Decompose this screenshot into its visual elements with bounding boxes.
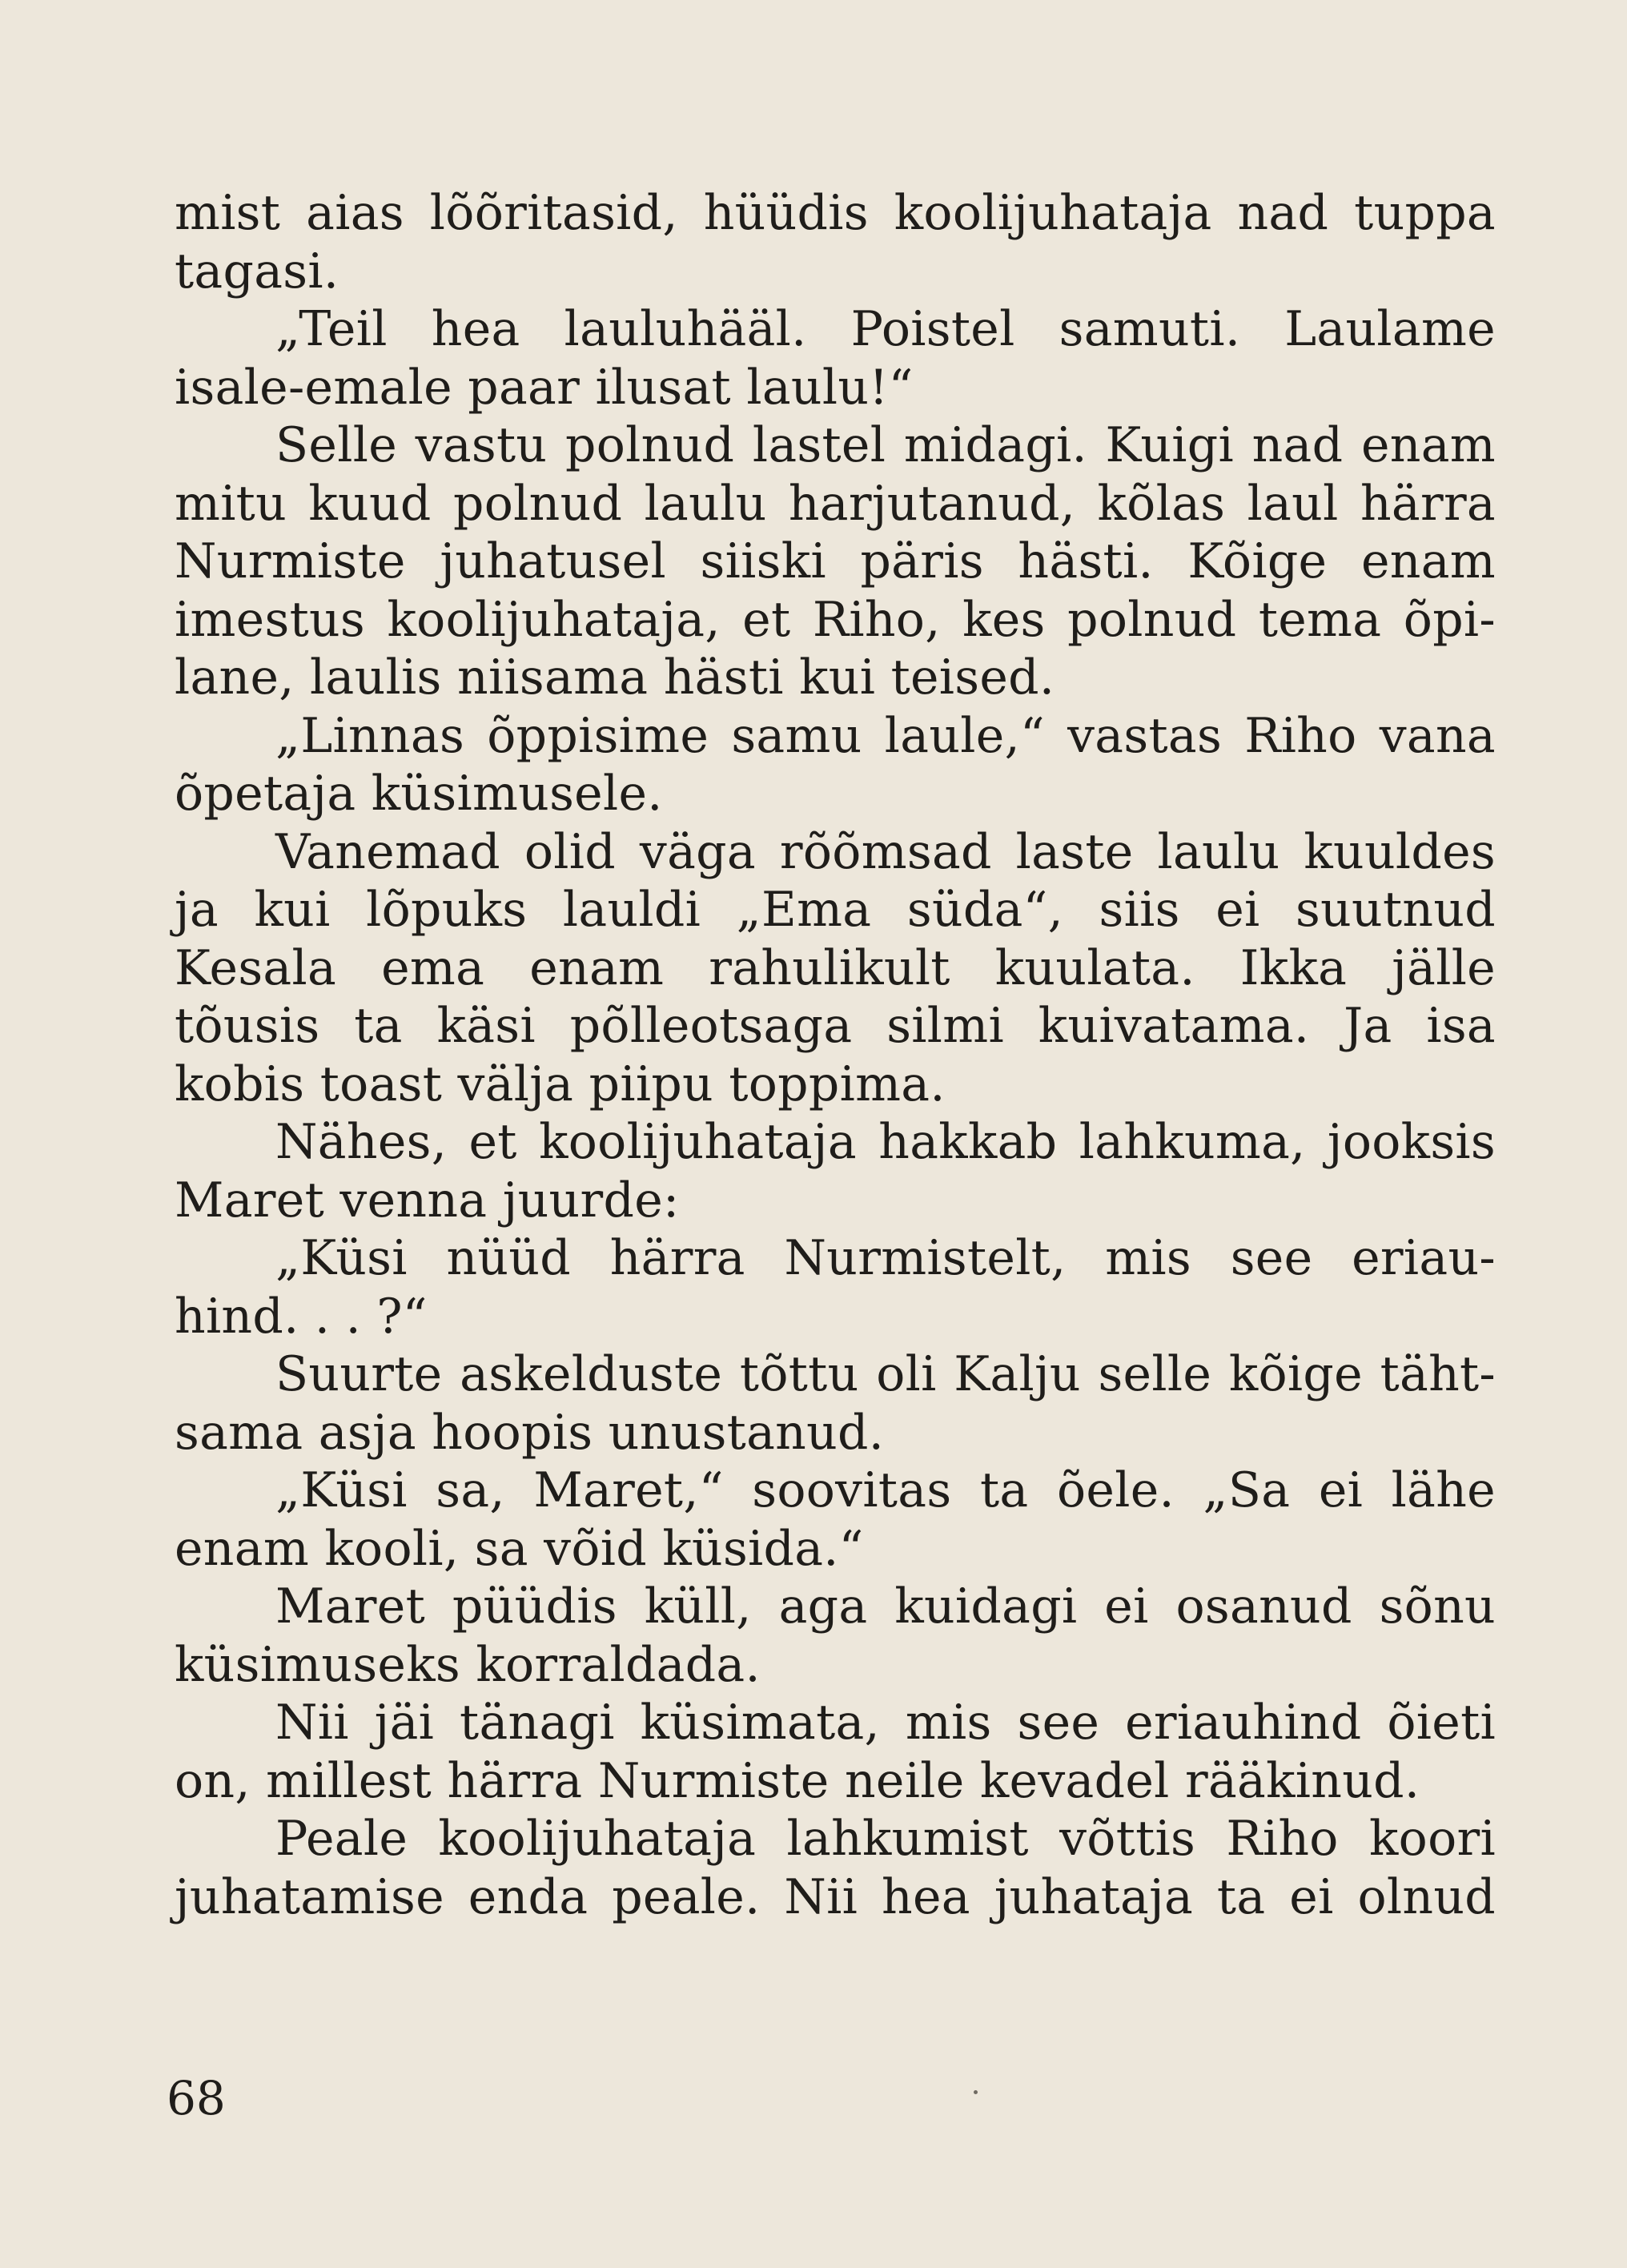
text-line: Nurmiste juhatusel siiski päris hästi. Kõige enam <box>175 533 1496 589</box>
text-line: „Teil hea lauluhääl. Poistel samuti. Laulame <box>275 301 1496 357</box>
page-number: 68 <box>167 2071 226 2125</box>
text-line: lane, laulis niisama hästi kui teised. <box>175 649 1055 706</box>
paper-speck <box>974 2090 978 2094</box>
text-line: mitu kuud polnud laulu harjutanud, kõlas laul härra <box>175 475 1496 532</box>
text-line: Nii jäi tänagi küsimata, mis see eriauhind õieti <box>275 1695 1496 1751</box>
text-line: tagasi. <box>175 243 339 300</box>
text-line: juhatamise enda peale. Nii hea juhataja ta ei olnud <box>175 1868 1496 1925</box>
text-line: ja kui lõpuks lauldi „Ema süda“, siis ei suutnud <box>175 882 1496 938</box>
text-line: sama asja hoopis unustanud. <box>175 1404 885 1461</box>
text-line: mist aias lõõritasid, hüüdis koolijuhataja nad tuppa <box>175 185 1496 241</box>
text-line: kobis toast välja piipu toppima. <box>175 1056 946 1112</box>
text-line: hind. . . ?“ <box>175 1288 428 1345</box>
text-line: Suurte askelduste tõttu oli Kalju selle kõige täht- <box>275 1346 1496 1402</box>
text-line: Maret venna juurde: <box>175 1172 680 1228</box>
text-line: Vanemad olid väga rõõmsad laste laulu kuuldes <box>275 823 1496 880</box>
text-line: Selle vastu polnud lastel midagi. Kuigi nad enam <box>275 417 1496 473</box>
text-line: Maret püüdis küll, aga kuidagi ei osanud sõnu <box>275 1578 1496 1635</box>
text-line: tõusis ta käsi põlleotsaga silmi kuivatama. Ja isa <box>175 998 1496 1054</box>
page-body-text <box>175 184 1496 1926</box>
text-line: Nähes, et koolijuhataja hakkab lahkuma, jooksis <box>275 1114 1496 1170</box>
text-line: õpetaja küsimusele. <box>175 766 663 822</box>
text-line: on, millest härra Nurmiste neile kevadel rääkinud. <box>175 1752 1420 1809</box>
text-line: enam kooli, sa võid küsida.“ <box>175 1520 864 1577</box>
text-line: Peale koolijuhataja lahkumist võttis Riho koori <box>275 1811 1496 1867</box>
text-line: „Küsi nüüd härra Nurmistelt, mis see eriau- <box>275 1230 1496 1286</box>
text-line: isale-emale paar ilusat laulu!“ <box>175 359 914 416</box>
text-line: „Linnas õppisime samu laule,“ vastas Riho vana <box>275 707 1496 764</box>
text-line: „Küsi sa, Maret,“ soovitas ta õele. „Sa ei lähe <box>275 1462 1496 1518</box>
text-line: küsimuseks korraldada. <box>175 1636 761 1693</box>
text-line: Kesala ema enam rahulikult kuulata. Ikka jälle <box>175 939 1496 996</box>
text-line: imestus koolijuhataja, et Riho, kes polnud tema õpi- <box>175 591 1496 648</box>
